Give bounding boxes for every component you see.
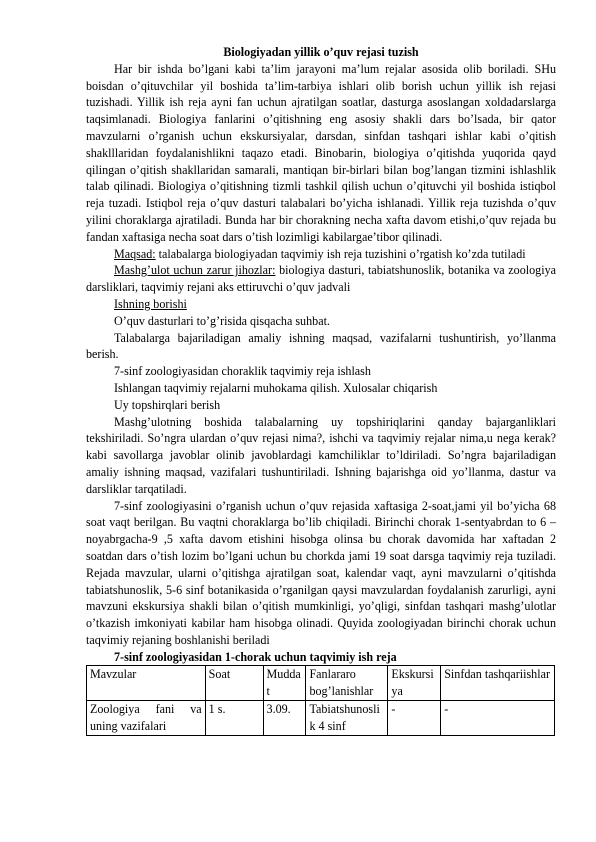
- header-cell-connections: Fanlararo bog’lanishlar: [306, 666, 388, 701]
- document-page: [86, 44, 556, 736]
- header-cell-hours: Soat: [205, 666, 263, 701]
- goal-text: talabalarga biologiyadan taqvimiy ish reja tuzishini o’rgatish ko’zda tutiladi: [155, 246, 526, 261]
- document-title: Biologiyadan yillik o’quv rejasi tuzish: [223, 45, 419, 59]
- lesson-paragraph: Mashg’ulotning boshida talabalarning uy topshiriqlarini qanday bajarganliklari tekshiriladi. So’ngra ulardan o’quv rejasi nima?, ishchi va taqvimiy rejalar nima,u nega kerak? kabi savollarga javoblar olinib javoblardagi kamchiliklar to’ldiriladi. So’ngra bajariladigan amaliy ishning maqsad, vazifalari tushuntiriladi. Ishning bajarishga oid yo’llanma, dastur va darsliklar tarqatiladi.: [86, 414, 556, 496]
- procedure-step-1: O’quv dasturlari to’g’risida qisqacha suhbat.: [114, 313, 330, 328]
- equipment-label: Mashg’ulot uchun zarur jihozlar:: [114, 263, 276, 278]
- goal-label: Maqsad:: [114, 246, 156, 261]
- procedure-step-2: Talabalarga bajariladigan amaliy ishning maqsad, vazifalarni tushuntirish, yo’llanma berish.: [86, 330, 556, 362]
- table-row: [87, 701, 555, 736]
- cell-extracurricular: -: [441, 701, 555, 736]
- header-cell-excursion: Ekskursiya: [388, 666, 441, 701]
- cell-excursion: -: [388, 701, 441, 736]
- procedure-step-5: Uy topshirqlari berish: [114, 397, 221, 412]
- plan-table: [86, 665, 555, 735]
- procedure-step-4: Ishlangan taqvimiy rejalarni muhokama qilish. Xulosalar chiqarish: [114, 380, 438, 395]
- equipment-paragraph: [86, 262, 556, 296]
- cell-hours: 1 s.: [205, 701, 263, 736]
- header-cell-topics: Mavzular: [87, 666, 206, 701]
- procedure-step-3: 7-sinf zoologiyasidan choraklik taqvimiy reja ishlash: [114, 364, 371, 379]
- header-cell-extracurricular: Sinfdan tashqariishlar: [441, 666, 555, 701]
- zoology-paragraph: 7-sinf zoologiyasini o’rganish uchun o’quv rejasida xaftasiga 2-soat,jami yil bo’yicha 68 soat vaqt berilgan. Bu vaqtni choraklarga bo’lib chiqiladi. Birinchi chorak 1-sentyabrdan to 6 –noyabrgacha-9 ,5 xafta davom etishini hisobga olinsa bu chorak davomida har xaftadan 2 soatdan dars o’tish lozim bo’lgani uchun bu chorkda jami 19 soat darsga taqvimiy reja tuziladi. Rejada mavzular, ularni o’qitishga ajratilgan soat, kalendar vaqt, ayni mavzularni o’qitishda tabiatshunoslik, 5-6 sinf botanikasida o’rganilgan qaysi mavzulardan foydalanish zarurligi, ayni mavzuni ekskursiya shakli bilan o’qitish mumkinligi, yo’qligi, sinfdan tashqari mashg’ulotlar o’tkazish imkoniyati kabilar ham hisobga olinadi. Quyida zoologiyadan birinchi chorak uchun taqvimiy rejaning boshlanishi beriladi: [86, 498, 556, 647]
- equipment-text: biologiya dasturi, tabiatshunoslik, botanika va zoologiya darsliklari, taqvimiy rejani aks ettiruvchi o’quv jadvali: [86, 263, 557, 295]
- table-header-row: [87, 666, 555, 701]
- header-cell-date: Muddat: [263, 666, 306, 701]
- cell-date: 3.09.: [263, 701, 306, 736]
- procedure-heading: Ishning borishi: [114, 296, 187, 311]
- goal-paragraph: [86, 246, 556, 263]
- table-caption: 7-sinf zoologiyasidan 1-chorak uchun taqvimiy ish reja: [114, 649, 397, 664]
- intro-paragraph: Har bir ishda bo’lgani kabi ta’lim jarayoni ma’lum rejalar asosida olib boriladi. SHu boisdan o’qituvchilar yil boshida ta’lim-tarbiya ishlari olib borish uchun yillik ish rejasi tuzishadi. Yillik ish reja ayni fan uchun ajratilgan soatlar, dasturga asoslangan xoldadarslarga taqsimlanadi. Biologiya fanlarini o’qitishning eng asosiy shakli dars bo’lsada, bir qator mavzularni o’rganish uchun ekskursiyalar, darsdan, sinfdan tashqari ishlar kabi o’qitish shaklllaridan foydalanishlikni taqazo etadi. Binobarin, biologiya o’qitishda yuqorida qayd qilingan o’qitish shakllaridan samarali, mantiqan bir-birlari bilan bog’langan tizmini ishlashlik talab qilinadi. Biologiya o’qitishning tizmli tashkil qilish uchun o’qituvchi yil boshida istiqbol reja tuzadi. Istiqbol reja o’quv dasturi talabalari bo’yicha ishlanadi. Yillik reja tuzishda o’quv yilini choraklarga ajratiladi. Bunda har bir chorakning necha xafta davom etishi,o’quv rejada bu fandan xaftasiga necha soat dars o’tish lozimligi kabilargae’tibor qilinadi.: [86, 61, 556, 244]
- cell-connections: Tabiatshunoslik 4 sinf: [306, 701, 388, 736]
- cell-topic: Zoologiya fani va uning vazifalari: [87, 701, 206, 736]
